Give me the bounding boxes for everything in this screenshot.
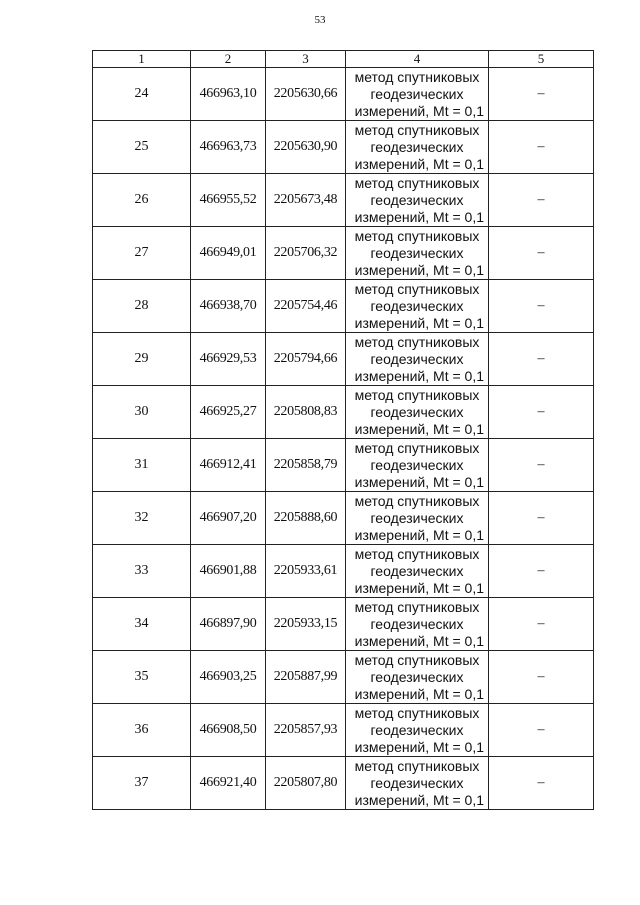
- measurement-method: [346, 386, 489, 439]
- method-line-3: измерений, Mt = 0,1: [354, 473, 484, 490]
- method-line-3: измерений, Mt = 0,1: [354, 632, 484, 649]
- column-5-value: –: [489, 121, 594, 174]
- coordinate-x: 466949,01: [191, 227, 266, 280]
- method-line-2: геодезических: [370, 774, 464, 791]
- coordinate-x: 466908,50: [191, 704, 266, 757]
- measurement-method: [346, 68, 489, 121]
- point-number: 28: [93, 280, 191, 333]
- coordinate-y: 2205673,48: [266, 174, 346, 227]
- method-line-2: геодезических: [370, 668, 464, 685]
- table-row: [93, 174, 594, 227]
- measurement-method: [346, 333, 489, 386]
- method-line-1: метод спутниковых: [354, 704, 480, 721]
- method-line-1: метод спутниковых: [354, 545, 480, 562]
- coordinate-x: 466925,27: [191, 386, 266, 439]
- measurement-method: [346, 704, 489, 757]
- method-line-1: метод спутниковых: [354, 598, 480, 615]
- method-line-1: метод спутниковых: [354, 68, 480, 85]
- coordinate-x: 466897,90: [191, 598, 266, 651]
- method-line-2: геодезических: [370, 562, 464, 579]
- method-line-3: измерений, Mt = 0,1: [354, 155, 484, 172]
- coordinate-y: 2205887,99: [266, 651, 346, 704]
- method-line-3: измерений, Mt = 0,1: [354, 208, 484, 225]
- method-line-2: геодезических: [370, 350, 464, 367]
- coordinate-y: 2205630,66: [266, 68, 346, 121]
- method-line-1: метод спутниковых: [354, 386, 480, 403]
- coordinate-y: 2205888,60: [266, 492, 346, 545]
- table-row: [93, 757, 594, 810]
- point-number: 33: [93, 545, 191, 598]
- point-number: 31: [93, 439, 191, 492]
- method-line-2: геодезических: [370, 509, 464, 526]
- table-row: [93, 439, 594, 492]
- coordinate-y: 2205706,32: [266, 227, 346, 280]
- method-line-2: геодезических: [370, 403, 464, 420]
- method-line-1: метод спутниковых: [354, 439, 480, 456]
- column-5-value: –: [489, 386, 594, 439]
- coordinates-table: [92, 50, 594, 810]
- method-line-2: геодезических: [370, 456, 464, 473]
- column-5-value: –: [489, 227, 594, 280]
- column-5-value: –: [489, 333, 594, 386]
- coordinate-y: 2205630,90: [266, 121, 346, 174]
- column-header-2: 2: [191, 51, 266, 68]
- measurement-method: [346, 280, 489, 333]
- point-number: 29: [93, 333, 191, 386]
- point-number: 30: [93, 386, 191, 439]
- column-5-value: –: [489, 280, 594, 333]
- column-5-value: –: [489, 439, 594, 492]
- method-line-2: геодезических: [370, 297, 464, 314]
- column-5-value: –: [489, 598, 594, 651]
- coordinate-x: 466955,52: [191, 174, 266, 227]
- column-5-value: –: [489, 492, 594, 545]
- table-row: [93, 704, 594, 757]
- table-row: [93, 651, 594, 704]
- method-line-3: измерений, Mt = 0,1: [354, 261, 484, 278]
- point-number: 24: [93, 68, 191, 121]
- method-line-2: геодезических: [370, 721, 464, 738]
- method-line-1: метод спутниковых: [354, 121, 480, 138]
- coordinate-y: 2205808,83: [266, 386, 346, 439]
- point-number: 36: [93, 704, 191, 757]
- page-number: 53: [314, 14, 326, 26]
- method-line-2: геодезических: [370, 138, 464, 155]
- method-line-3: измерений, Mt = 0,1: [354, 685, 484, 702]
- method-line-3: измерений, Mt = 0,1: [354, 579, 484, 596]
- column-header-1: 1: [93, 51, 191, 68]
- method-line-3: измерений, Mt = 0,1: [354, 367, 484, 384]
- table-row: [93, 68, 594, 121]
- method-line-1: метод спутниковых: [354, 280, 480, 297]
- measurement-method: [346, 757, 489, 810]
- method-line-2: геодезических: [370, 244, 464, 261]
- measurement-method: [346, 545, 489, 598]
- measurement-method: [346, 598, 489, 651]
- method-line-1: метод спутниковых: [354, 651, 480, 668]
- measurement-method: [346, 174, 489, 227]
- method-line-3: измерений, Mt = 0,1: [354, 314, 484, 331]
- coordinate-x: 466901,88: [191, 545, 266, 598]
- point-number: 25: [93, 121, 191, 174]
- table-header-row: [93, 51, 594, 68]
- coordinate-y: 2205794,66: [266, 333, 346, 386]
- table-row: [93, 227, 594, 280]
- column-5-value: –: [489, 174, 594, 227]
- point-number: 35: [93, 651, 191, 704]
- column-header-5: 5: [489, 51, 594, 68]
- column-header-3: 3: [266, 51, 346, 68]
- point-number: 32: [93, 492, 191, 545]
- coordinate-x: 466929,53: [191, 333, 266, 386]
- column-5-value: –: [489, 651, 594, 704]
- method-line-3: измерений, Mt = 0,1: [354, 738, 484, 755]
- table-row: [93, 545, 594, 598]
- coordinate-y: 2205933,15: [266, 598, 346, 651]
- table-row: [93, 280, 594, 333]
- method-line-1: метод спутниковых: [354, 333, 480, 350]
- method-line-3: измерений, Mt = 0,1: [354, 420, 484, 437]
- coordinate-y: 2205807,80: [266, 757, 346, 810]
- coordinate-x: 466912,41: [191, 439, 266, 492]
- measurement-method: [346, 492, 489, 545]
- coordinate-x: 466903,25: [191, 651, 266, 704]
- method-line-3: измерений, Mt = 0,1: [354, 791, 484, 808]
- table-row: [93, 598, 594, 651]
- table-row: [93, 333, 594, 386]
- column-header-4: 4: [346, 51, 489, 68]
- method-line-1: метод спутниковых: [354, 227, 480, 244]
- table-row: [93, 492, 594, 545]
- point-number: 37: [93, 757, 191, 810]
- coordinate-y: 2205857,93: [266, 704, 346, 757]
- coordinate-x: 466963,10: [191, 68, 266, 121]
- table-row: [93, 386, 594, 439]
- method-line-3: измерений, Mt = 0,1: [354, 526, 484, 543]
- coordinate-y: 2205858,79: [266, 439, 346, 492]
- point-number: 27: [93, 227, 191, 280]
- point-number: 26: [93, 174, 191, 227]
- measurement-method: [346, 227, 489, 280]
- method-line-3: измерений, Mt = 0,1: [354, 102, 484, 119]
- method-line-2: геодезических: [370, 615, 464, 632]
- method-line-2: геодезических: [370, 191, 464, 208]
- coordinate-x: 466938,70: [191, 280, 266, 333]
- coordinate-x: 466963,73: [191, 121, 266, 174]
- column-5-value: –: [489, 68, 594, 121]
- coordinate-x: 466907,20: [191, 492, 266, 545]
- column-5-value: –: [489, 545, 594, 598]
- column-5-value: –: [489, 757, 594, 810]
- coordinate-y: 2205933,61: [266, 545, 346, 598]
- coordinate-x: 466921,40: [191, 757, 266, 810]
- measurement-method: [346, 439, 489, 492]
- method-line-1: метод спутниковых: [354, 492, 480, 509]
- measurement-method: [346, 651, 489, 704]
- column-5-value: –: [489, 704, 594, 757]
- method-line-2: геодезических: [370, 85, 464, 102]
- measurement-method: [346, 121, 489, 174]
- method-line-1: метод спутниковых: [354, 757, 480, 774]
- point-number: 34: [93, 598, 191, 651]
- coordinate-y: 2205754,46: [266, 280, 346, 333]
- method-line-1: метод спутниковых: [354, 174, 480, 191]
- table-row: [93, 121, 594, 174]
